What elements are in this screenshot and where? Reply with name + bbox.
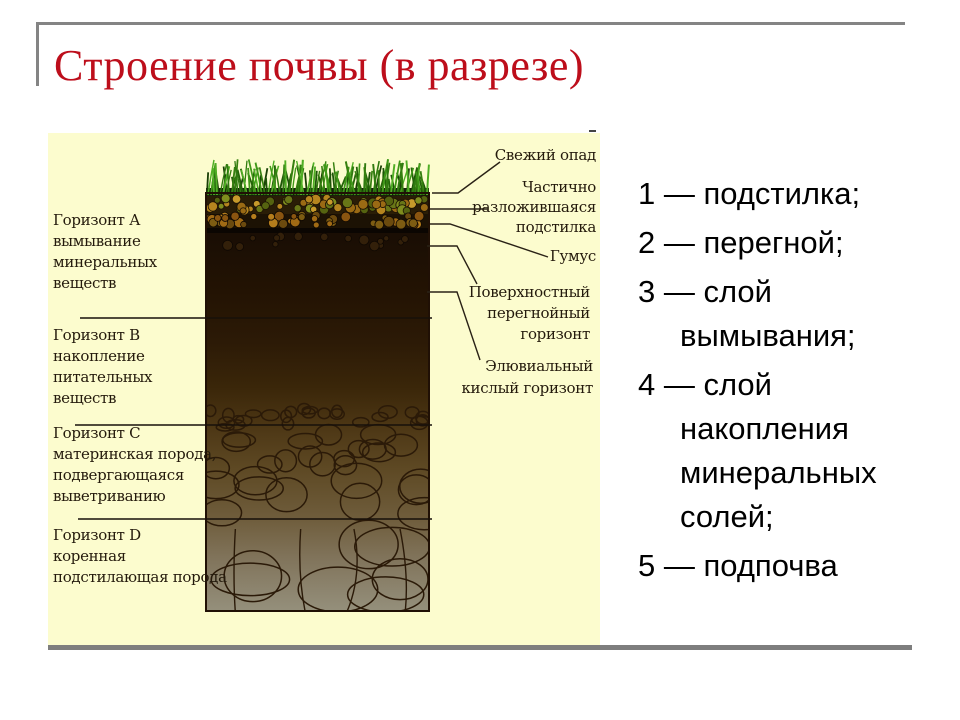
fresh-litter-label: Свежий опад <box>494 146 596 164</box>
horizon-b-label: Горизонт В накопление питательных веществ <box>53 326 153 407</box>
legend-item-4: 4 — слой накопления минеральных солей; <box>638 367 877 534</box>
horizon-a-label: Горизонт А вымывание минеральных веществ <box>53 211 157 292</box>
humus-label: Гумус <box>549 247 596 265</box>
page-title: Строение почвы (в разрезе) <box>54 41 585 90</box>
horizon-d-label: Горизонт D коренная подстилающая порода <box>53 526 227 586</box>
legend-item-3: 3 — слой вымывания; <box>638 274 856 353</box>
frame-top-line <box>37 22 905 25</box>
soil-column-art <box>205 157 430 612</box>
frame-bottom-line <box>48 645 912 650</box>
soil-diagram-panel <box>48 133 600 645</box>
legend-item-5: 5 — подпочва <box>638 548 838 583</box>
soil-column <box>205 157 430 612</box>
eluvial-horizon-label: Элювиальный кислый горизонт <box>461 357 593 397</box>
surface-humus-horizon-label: Поверхностный перегнойный горизонт <box>468 283 590 343</box>
horizon-c-label: Горизонт С материнская порода, подвергающаяся выветриванию <box>53 424 217 505</box>
decomposed-litter-label: Частично разложившаяся подстилка <box>472 178 596 236</box>
legend-item-1: 1 — подстилка; <box>638 176 861 211</box>
frame-left-line <box>36 22 39 86</box>
legend-list <box>638 172 938 593</box>
legend-item-2: 2 — перегной; <box>638 225 844 260</box>
tick-mark <box>589 130 596 132</box>
